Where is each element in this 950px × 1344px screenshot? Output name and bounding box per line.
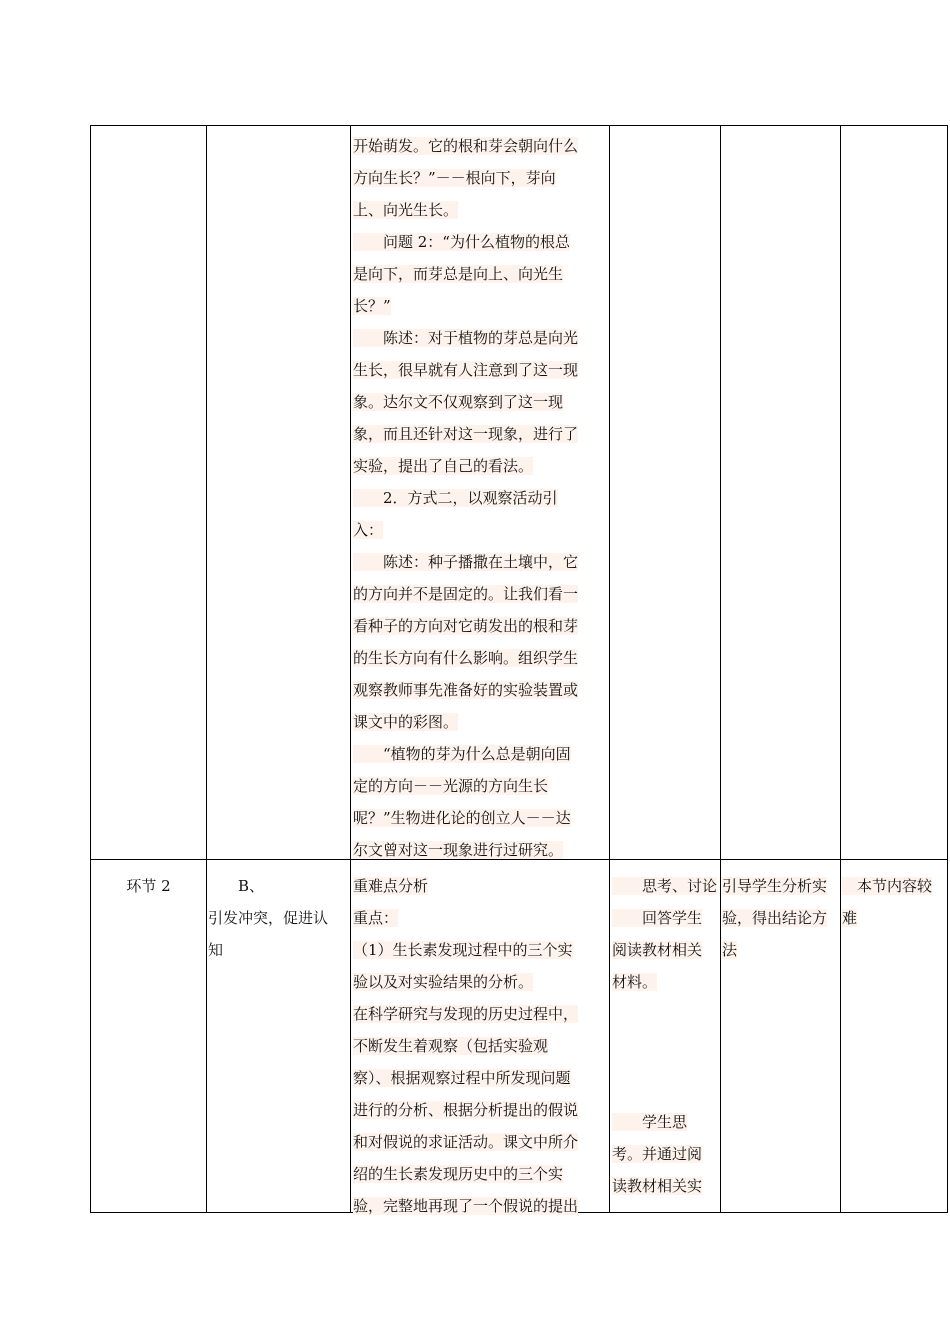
text-line: 方向生长？”－－根向下，芽向 — [353, 169, 556, 187]
text-line: 绍的生长素发现历史中的三个实 — [353, 1165, 564, 1183]
text-line: 引发冲突，促进认 — [208, 909, 329, 927]
text-line: 阅读教材相关 — [612, 941, 703, 959]
text-line: 知 — [208, 941, 224, 959]
text-line: “植物的芽为什么总是朝向固 — [353, 745, 571, 763]
column-divider — [206, 126, 207, 1212]
text-line: 察）、根据观察过程中所发现问题 — [353, 1069, 571, 1087]
text-line: 验以及对实验结果的分析。 — [353, 973, 534, 991]
text-line: 象。达尔文不仅观察到了这一现 — [353, 393, 564, 411]
text-line: （1）生长素发现过程中的三个实 — [353, 941, 573, 959]
text-line: 本节内容较 — [842, 877, 933, 895]
text-line: 引导学生分析实 — [722, 877, 828, 895]
text-line: 实验，提出了自己的看法。 — [353, 457, 534, 475]
text-line: 在科学研究与发现的历史过程中， — [353, 1005, 579, 1023]
text-line: 的方向并不是固定的。让我们看一 — [353, 585, 579, 603]
text-line: 的生长方向有什么影响。组织学生 — [353, 649, 579, 667]
text-line: 不断发生着观察（包括实验观 — [353, 1037, 549, 1055]
text-line: 和对假说的求证活动。课文中所介 — [353, 1133, 579, 1151]
text-line: 观察教师事先准备好的实验装置或 — [353, 681, 579, 699]
text-line: 重难点分析 — [353, 877, 429, 895]
lesson-plan-table — [90, 125, 948, 1213]
text-line: 上、向光生长。 — [353, 201, 459, 219]
row2-notes-cell — [842, 870, 947, 934]
text-line: 重点： — [353, 909, 399, 927]
text-line: 考。并通过阅 — [612, 1145, 703, 1163]
row2-student-activity-cell-b — [612, 1106, 718, 1202]
text-line: 陈述：种子播撒在土壤中，它 — [353, 553, 579, 571]
text-line: 开始萌发。它的根和芽会朝向什么 — [353, 137, 579, 155]
text-line: 读教材相关实 — [612, 1177, 703, 1195]
text-line: 学生思 — [612, 1113, 688, 1131]
text-line: 问题 2：“为什么植物的根总 — [353, 233, 570, 251]
text-line: 定的方向－－光源的方向生长 — [353, 777, 549, 795]
text-line: 材料。 — [612, 973, 658, 991]
stage-label: 环节 2 — [126, 877, 171, 895]
text-line: 象，而且还针对这一现象，进行了 — [353, 425, 579, 443]
text-line: 长？” — [353, 297, 391, 315]
text-line: 尔文曾对这一现象进行过研究。 — [353, 841, 564, 859]
text-line: 2．方式二，以观察活动引 — [353, 489, 558, 507]
text-line: 陈述：对于植物的芽总是向光 — [353, 329, 579, 347]
text-line: 难 — [842, 909, 858, 927]
text-line: 进行的分析、根据分析提出的假说 — [353, 1101, 579, 1119]
text-line: 课文中的彩图。 — [353, 713, 459, 731]
text-line: 验，完整地再现了一个假说的提出 — [353, 1197, 579, 1215]
column-divider — [350, 126, 351, 1212]
row2-design-intent-cell — [722, 870, 838, 966]
text-line: 入： — [353, 521, 384, 539]
text-line: 是向下，而芽总是向上、向光生 — [353, 265, 564, 283]
text-line: 思考、讨论 — [612, 877, 718, 895]
column-divider — [720, 126, 721, 1212]
column-divider — [840, 126, 841, 1212]
row1-teaching-content — [353, 130, 607, 866]
column-divider — [609, 126, 610, 1212]
text-line: 法 — [722, 941, 738, 959]
text-line: 看种子的方向对它萌发出的根和芽 — [353, 617, 579, 635]
row2-stage-cell — [91, 870, 206, 902]
row2-student-activity-cell — [612, 870, 718, 998]
text-line: 验，得出结论方 — [722, 909, 828, 927]
row2-teaching-content — [353, 870, 607, 1222]
row2-objective-cell — [208, 870, 348, 966]
text-line: 呢？”生物进化论的创立人－－达 — [353, 809, 571, 827]
text-line: 回答学生 — [612, 909, 703, 927]
text-line: 生长，很早就有人注意到了这一现 — [353, 361, 579, 379]
text-line: B、 — [238, 877, 265, 895]
